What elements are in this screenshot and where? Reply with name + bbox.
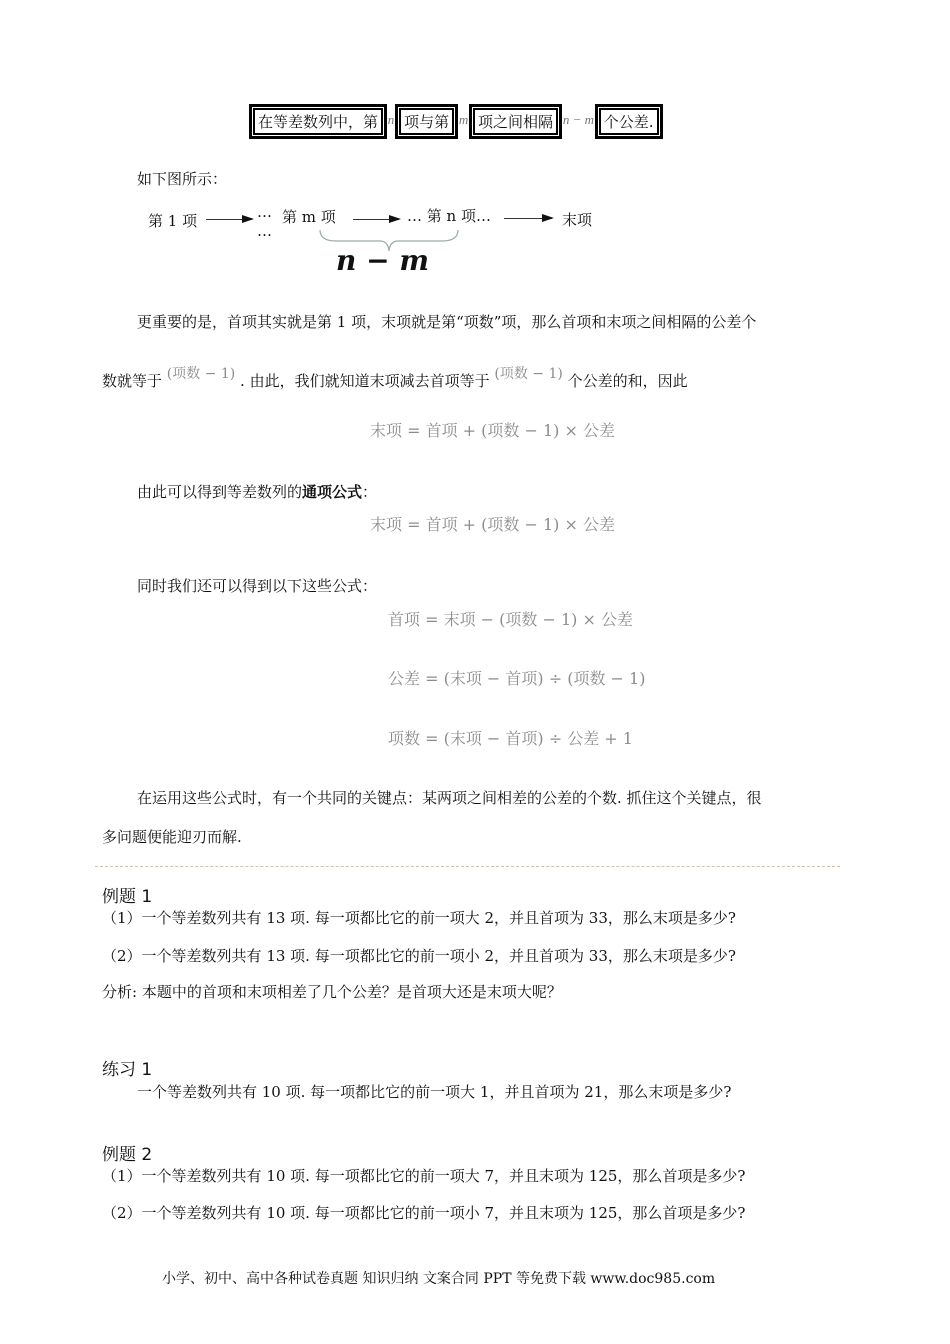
para2-c: 个公差的和，因此 (567, 372, 688, 390)
diagram-m-term: 第 m 项 (282, 208, 336, 226)
diagram-dots-top: … (257, 203, 272, 221)
diagram-n-term: … 第 n 项… (407, 207, 491, 225)
example1-q2: （2）一个等差数列共有 13 项. 每一项都比它的前一项小 2，并且首项为 33，那么末项是多少? (102, 947, 736, 965)
para1: 更重要的是，首项其实就是第 1 项，末项就是第“项数”项，那么首项和末项之间相隔的公差个 (137, 313, 757, 331)
rule-m: m (458, 112, 469, 127)
para2-b: . 由此，我们就知道末项减去首项等于 (240, 372, 490, 390)
general-formula-intro (137, 481, 377, 502)
diagram-arrow-1 (206, 219, 252, 220)
rule-n: n (387, 112, 395, 127)
practice1-title: 练习 1 (102, 1060, 153, 1080)
rule-line (253, 108, 659, 135)
rule-box-3: 项之间相隔 (473, 108, 558, 135)
rule-box-4: 个公差. (599, 108, 659, 135)
page-footer: 小学、初中、高中各种试卷真题 知识归纳 文案合同 PPT 等免费下载 www.doc985.com (162, 1271, 716, 1287)
para2-formula2: (项数 − 1) (494, 366, 563, 382)
rule-nm: n − m (562, 112, 595, 127)
intro-text: 如下图所示： (137, 170, 228, 188)
general-prefix: 由此可以得到等差数列的 (137, 483, 303, 501)
formula-term-count: 项数 = (末项 − 首项) ÷ 公差 + 1 (388, 729, 633, 748)
formula-first-term: 首项 = 末项 − (项数 − 1) × 公差 (388, 610, 633, 629)
example1-analysis: 分析: 本题中的首项和末项相差了几个公差？是首项大还是末项大呢？ (102, 983, 562, 1001)
section-divider (95, 866, 840, 867)
formula-common-difference: 公差 = (末项 − 首项) ÷ (项数 − 1) (388, 669, 646, 688)
rule-box-2: 项与第 (399, 108, 454, 135)
diagram-dots-bottom: … (257, 222, 272, 240)
example1-q1: （1）一个等差数列共有 13 项. 每一项都比它的前一项大 2，并且首项为 33，那么末项是多少? (102, 909, 736, 927)
example1-title: 例题 1 (102, 887, 153, 907)
diagram-last-term: 末项 (562, 211, 593, 229)
para2-a: 数就等于 (102, 372, 163, 390)
diagram-arrow-3 (504, 218, 552, 219)
practice1-q: 一个等差数列共有 10 项. 每一项都比它的前一项大 1，并且首项为 21，那么末项是多少? (137, 1083, 732, 1101)
para2-formula1: (项数 − 1) (166, 366, 236, 382)
general-bold: 通项公式 (302, 483, 363, 501)
example2-title: 例题 2 (102, 1145, 153, 1165)
formula-last-term: 末项 = 首项 + (项数 − 1) × 公差 (370, 421, 615, 440)
rule-box-1: 在等差数列中，第 (253, 108, 383, 135)
key-para-1: 在运用这些公式时，有一个共同的关键点：某两项之间相差的公差的个数. 抓住这个关键点，很 (137, 789, 762, 807)
para2 (102, 363, 688, 391)
also-text: 同时我们还可以得到以下这些公式： (137, 577, 378, 595)
example2-q1: （1）一个等差数列共有 10 项. 每一项都比它的前一项大 7，并且末项为 125，那么首项是多少? (102, 1167, 746, 1185)
diagram-brace-label: n − m (336, 244, 429, 277)
example2-q2: （2）一个等差数列共有 10 项. 每一项都比它的前一项小 7，并且末项为 125，那么首项是多少? (102, 1204, 746, 1222)
general-colon: ： (362, 483, 378, 501)
key-para-2: 多问题便能迎刃而解. (102, 828, 242, 846)
diagram-first-term: 第 1 项 (148, 212, 198, 230)
diagram-arrow-2 (353, 219, 399, 220)
formula-general: 末项 = 首项 + (项数 − 1) × 公差 (370, 515, 615, 534)
